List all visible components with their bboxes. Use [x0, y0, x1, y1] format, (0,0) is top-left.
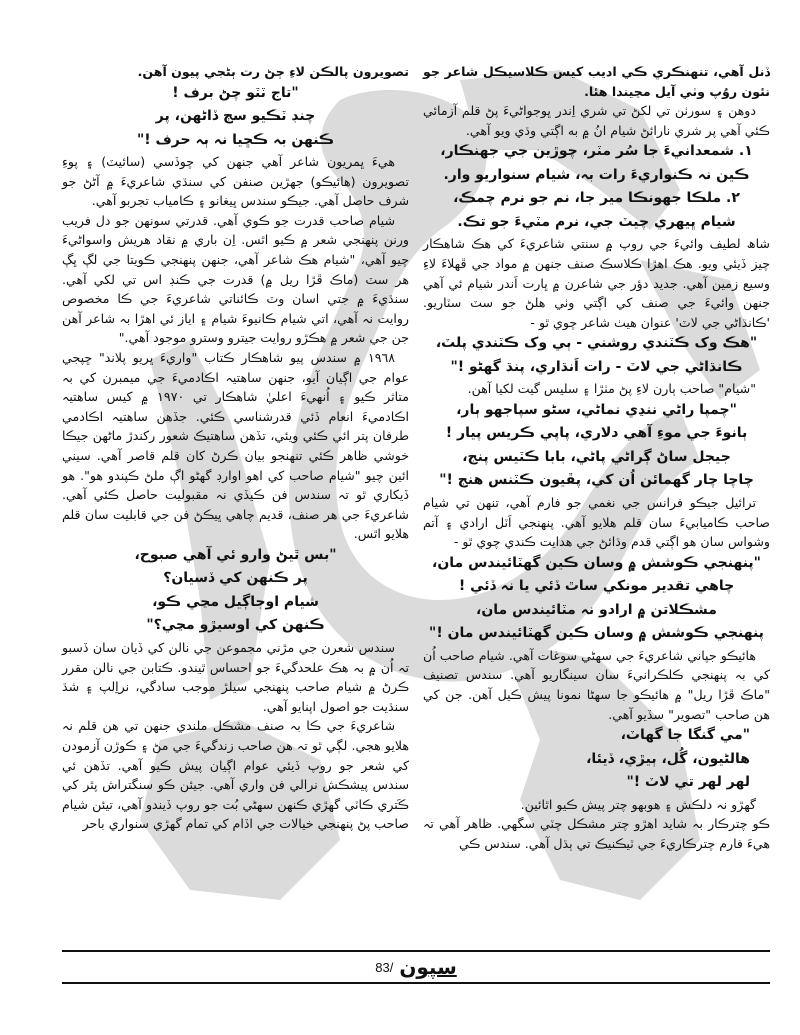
paragraph: سندس شعرن جي مڙني مجموعن جي نالن کي ڏيان سان ڏسبو تہ اُن ۾ بہ هڪ علحدگيءَ جو احساس ٿيندو. ڪتابن جي نالن مقرر ڪرڻ ۾ شيام صاحب پنھنجي سيلڙ موجب سادگي، نراِلپ ۽ شڌ سنڌيت جو اصول اپنايو آهي. — [62, 639, 409, 714]
verse-line: ١. شمعدانيءَ جا سُر مٽر، چوڙين جي جھنڪار، — [440, 143, 753, 160]
footer-bottom-rule — [62, 982, 770, 984]
paragraph: گھڙو نہ دلڪش ۽ هوبھو چتر پيش ڪيو اٿائين. — [520, 796, 756, 812]
verse-block — [423, 140, 770, 234]
verse-block — [423, 332, 770, 379]
verse-line: ڪين نہ ڪنواريءَ رات بہ، شيام سنواريو وار. — [443, 166, 750, 183]
verse-line: "مي گنگا جا گھاٽ، — [620, 727, 750, 744]
verse-line: مشڪلاتن ۾ ارادو نہ مٽائيندس مان، — [476, 601, 717, 618]
verse-block — [423, 724, 770, 795]
verse-line: پنھنجي ڪوشش ۾ وسان ڪين گھٽائيندس مان !" — [429, 625, 764, 642]
verse-line: پر ڪنھن کي ڏسيان؟ — [163, 570, 308, 587]
paragraph: ڪو چترڪار بہ شايد اهڙو چتر مشڪل چٽي سگھي. ظاهر آهي تہ هيءَ فارم چترڪاريءَ جي ٽيڪنيڪ تي ٻڌل آهي. سندس ڪي — [423, 816, 770, 851]
verse-line: "تاج ٽٽو چڻ برف ! — [172, 84, 299, 101]
verse-block — [62, 544, 409, 638]
verse-line: هالڻيون، گُل، ٻيڙي، ڏيئا، — [586, 750, 750, 767]
paragraph: "شيام" صاحب ٻارن لاءِ پڻ مٺڙا ۽ سليس گيت لکيا آهن. — [467, 381, 756, 397]
page-footer — [62, 954, 770, 980]
verse-line: ٢. ملڪا جھونڪا مير جا، نم جو نرم چمڪ، — [453, 190, 740, 207]
verse-line: "هڪ وک ڪٽندي روشني - ٻي وک ڪٽندي پلٽ، — [435, 335, 758, 352]
verse-line: شيام ڀيھري چيٽ جي، نرم مٽيءَ جو تڪ. — [457, 213, 736, 230]
verse-block — [423, 399, 770, 493]
verse-line: "چمپا راڻي ننڍي نماڻي، سڻو سپاجھو ٻار، — [456, 401, 737, 418]
footer-top-rule — [62, 950, 770, 952]
verse-block — [62, 82, 409, 153]
verse-line: چنڊ ٽڪيو سڄ ڏاڻھن، پر — [155, 108, 316, 125]
verse-line: ڪانڌاڻي جي لاٽ - رات اَنڌاري، پنڌ گھڻو !" — [450, 358, 743, 375]
paragraph: هيءَ ڀمريون شاعر آهي جنھن کي چوڏسي (سائيٽ) ۽ پوءِ تصويرون (هائيڪو) جھڙين صنفن کي سنڌي شاعريءَ ۾ آڻڻ جو شرف حاصل آهي. جيڪو سندس ڀيغانو ۽ ڪامياب تجربو آهي. — [62, 154, 409, 209]
paragraph: شاھ لطيف وائيءَ جي روپ ۾ سنتي شاعريءَ کي هڪ شاهڪار چيز ڏيئي ويو. هڪ اهڙا ڪلاسڪ صنف جنھن ۾ مواد جي ڦهلاءَ لاءِ وسيع زمين آهي. جديد دؤر جي شاعرن ۾ ڀارت اَندر شيام ئي آهي جنھن وائيءَ جي صنف کي اڳتي وٺي هلڻ جو سٽ سٽاريو. 'ڪانڌاڻي جي لاٽ' عنوان هيٺ شاعر چوي ٿو - — [423, 236, 770, 330]
right-column — [423, 62, 770, 952]
verse-line: ڪنھن بہ ڪڇيا نہ ٻہ حرف !" — [136, 131, 335, 148]
verse-line: لھر لھر تي لاٽ !" — [626, 774, 750, 791]
verse-line: چاهي تقدير مونکي ساٿ ڏئي يا نہ ڏئي ! — [458, 578, 735, 595]
magazine-page-body — [62, 62, 770, 952]
magazine-name: سپون — [399, 955, 457, 979]
verse-block — [423, 552, 770, 646]
paragraph: ڏنل آهي، تنھنڪري ڪي اديب کيس ڪلاسيڪل شاعر جو نئون روُپ وٺي آيل مڃيندا هئا. — [423, 64, 770, 99]
verse-line: ڪنھن کي اوسيڙو مڃي؟" — [146, 617, 325, 634]
paragraph: دوھن ۽ سورٺن تي لکڻ تي شري اِندر ڀوجواڻيءَ پڻ قلم آزمائي ڪئي آهي پر شري نارائڻ شيام انُ ۾ به اڳتي وڌي ويو آهي. — [423, 103, 770, 138]
verse-line: ٻانوءَ جي موءِ آهي دلاري، پاپي ڪريس پيار ! — [445, 425, 748, 442]
paragraph: تصويرون پالڪن لاءِ ڄڻ رت ٻڻجي پيون آهن. — [137, 64, 409, 79]
left-column — [62, 62, 409, 952]
verse-line: "بس ٿيڻ وارو ئي آهي صبوح، — [134, 546, 337, 563]
paragraph: ترائيل جيڪو فرانس جي نغمي جو فارم آهي، تنھن تي شيام صاحب ڪاميابيءَ سان قلم هلايو آهي. پنھنجي اَٽل ارادي ۽ آتم وشواس سان هو اڳتي قدم وڌائڻ جي هدايت ڪندي چوي ٿو - — [423, 494, 770, 550]
verse-line: چاچا چار گھمائن اُن کي، پڦيون ڪٽنس هنج !" — [439, 472, 754, 489]
verse-line: شيام اوجاڳيل مڃي ڪو، — [152, 593, 319, 610]
paragraph: ١٩٦٨ ۾ سندس پيو شاهڪار ڪتاب "واريءَ ڀريو پلاند" ڇپجي عوام جي اڳيان آيو، جنھن ساهتيہ اڪادميءَ جي ميمبرن کي بہ متاثر ڪيو ۽ اُنھيءَ اعليٰ شاهڪار تي ١٩٧٠ ۾ کيس ساهتيہ اڪادميءَ انعام ڏئي قدرشناسي ڪئي. جڏھن ساهتيہ اڪادمي طرفان پتر ائي ڪئي ويئي، تڏھن ساهتيڪ شعور رکندڙ ماڻھن جيڪا خوشي ظاهر ڪئي تنھنجو بيان ڪرڻ کان قلم قاصر آهي. سيني ائين چيو "شيام صاحب کي اهو اوارڊ گھڻو اڳ ملڻ ڪپندو هو". هو ڏيکاري ٿو تہ سندس فن ڪيڏي نہ مقبوليت حاصل ڪئي آهي. شاعريءَ جي هر صنف، قديم چاهي ڀيڪڻ فن جي قابليت سان قلم هلايو اٿس. — [62, 350, 409, 542]
verse-line: "پنھنجي ڪوشش ۾ وسان ڪين گھٽائيندس مان، — [432, 554, 761, 571]
paragraph: شاعريءَ جي ڪا بہ صنف مشڪل ملندي جنھن تي هن قلم نہ هلايو هجي. لڳي ٿو تہ هن صاحب زندگيءَ جي مڻ ۽ ڪوڙن آزمودن کي شعر جو روپ ڏيئي عوام اڳيان پيش ڪيو آهي. تڏھن ئي سندس پيشڪش نرالي فن واري آهي. جيئن ڪو سنگتراش پٿر کي ڪَتري ڪاٽي گھڙي ڪنھن سهڻي بُت جو روپ ڏيندو آهي، تيئن شيام صاحب پڻ پنھنجي خيالات جي اڏام کي تمام گھڙي سنواري باحر — [62, 718, 409, 832]
paragraph: شيام صاحب قدرت جو ڪوي آهي. قدرتي سونھن جو دل فريب ورنن پنھنجي شعر ۾ ڪيو اٿس. اِن باري ۾ نقاد هريش واسواڻيءَ چيو آهي، "شيام هڪ شاعر آهي، جنھن پنھنجي ڪويتا جي لڳ ڀڳ هر سٽ (ماڪ ڦڙا ريل ۾) قدرت جي ڪنڊ اس تي لکي آهي. سنڌيءَ ۾ جتي اسان وٽ ڪائناتي شاعريءَ جي ڪا مخصوص روايت نہ آهي، اتي شيام ڪانيوءَ شيام ۽ اياز ئي اهڙا بہ شاعر آهن جن جي شعر ۾ هڪڙو روايت جيترو وسترو موجود آهي." — [62, 212, 409, 346]
page-number: 83/ — [375, 959, 394, 975]
paragraph: هائيڪو جپاني شاعريءَ جي سهڻي سوغات آهي. شيام صاحب اُن کي بہ پنھنجي ڪلڪرانيءَ سان سينگاريو آهي. سندس تصنيف "ماڪ ڦڙا ريل" ۾ هائيڪو جا سهڻا نمونا پيش ڪيل آهن. جن کي هن صاحب "تصوير" سڏيو آهي. — [423, 647, 770, 722]
verse-line: جيجل ساڻ ڳراڻي پاڻي، بابا ڪٽيس پنج، — [462, 448, 731, 465]
